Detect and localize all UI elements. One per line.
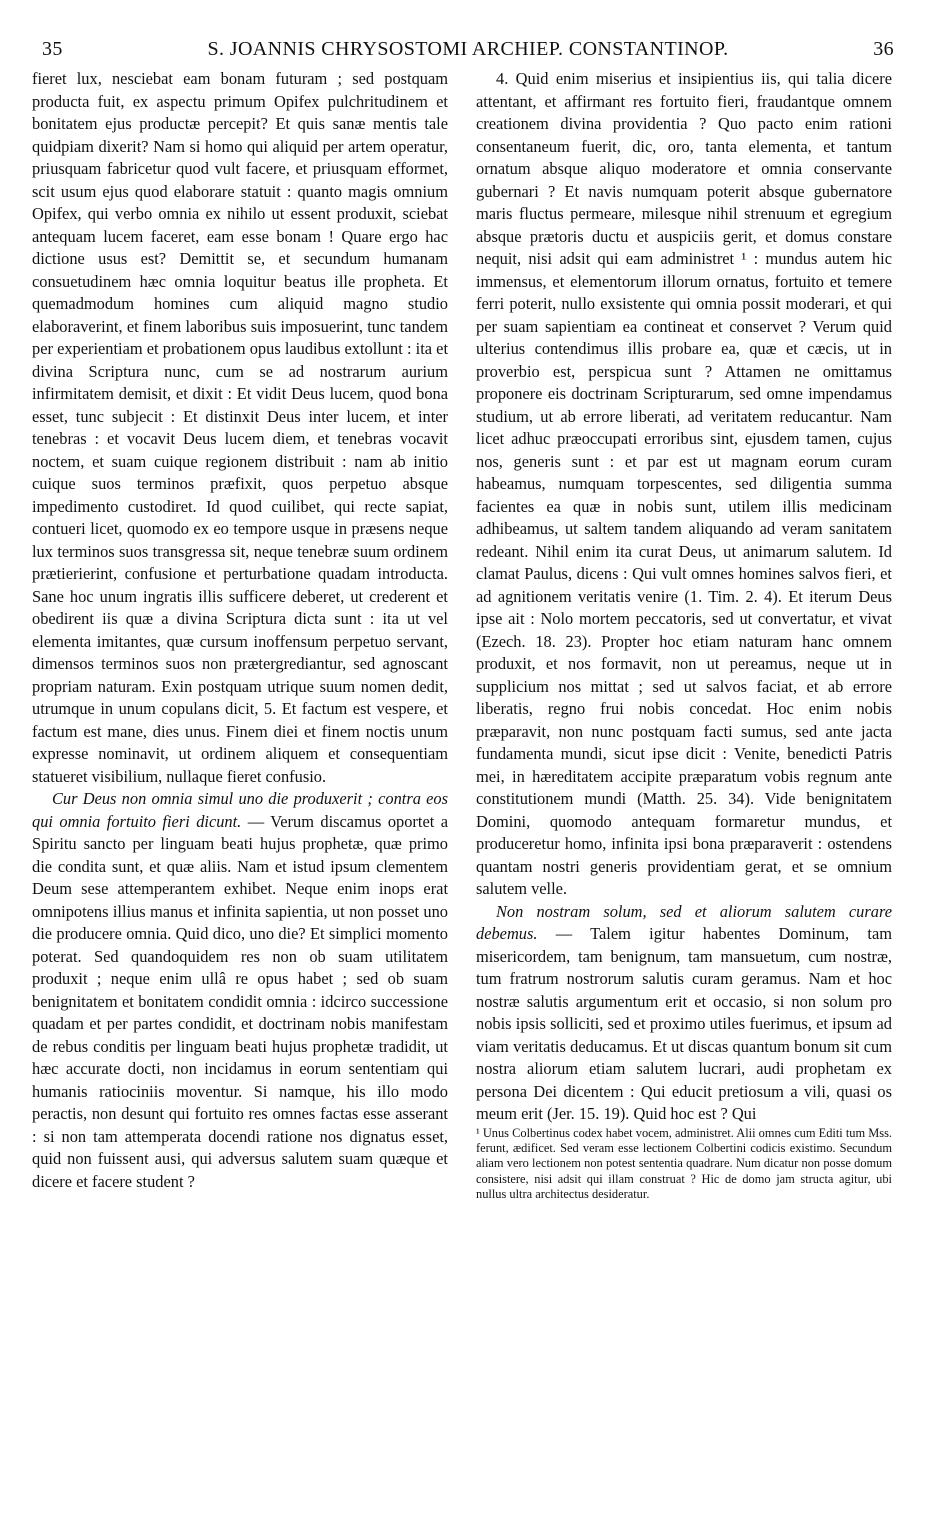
- left-section-heading: Cur Deus non omnia simul uno die produxerit ; contra eos qui omnia fortuito fieri dicunt.: [32, 789, 448, 831]
- left-column: [32, 68, 448, 1193]
- page-number-right: 36: [873, 38, 894, 60]
- right-section-heading: Non nostram solum, sed et aliorum salutem curare debemus.: [476, 901, 892, 943]
- running-title: S. JOANNIS CHRYSOSTOMI ARCHIEP. CONSTANTINOP.: [207, 38, 729, 60]
- footnote: ¹ Unus Colbertinus codex habet vocem, administret. Alii omnes cum Editi tum Mss. ferunt, ædificet. Sed veram esse lectionem Colbertini codicis existimo. Secundum aliam vero lectionem non potest sententia quadrare. Num dicatur non posse domum consistere, nisi adsit qui illam construat ? Hic de domo jam structa agitur, ubi nullus ultra architectus desideratur.: [476, 1125, 892, 1202]
- page-header: [42, 38, 894, 62]
- right-column: [476, 68, 892, 1203]
- left-paragraph-1: fieret lux, nesciebat eam bonam futuram ; sed postquam producta fuit, ex aspectu primum Opifex pulchritudinem et bonitatem ejus productæ percepit? Et quis sanæ mentis tale quidpiam dixerit? Nam si homo qui aliquid per artem operatur, priusquam fabricetur quod vult facere, et priusquam efformet, scit usum ejus quod elaborare statuit : quanto magis omnium Opifex, qui verbo omnia ex nihilo ut essent produxit, sciebat antequam lucem faceret, eam esse bonam ! Quare ergo hac dictione usus est? Demittit se, et secundum humanam consuetudinem hæc omnia loquitur beatus ille propheta. Et quemadmodum homines cum aliquid magno studio elaboraverint, et finem laboribus suis imposuerint, tunc tandem per experientiam et probationem opus laudibus extollunt : ita et divina Scriptura nunc, cum se ad nostrarum aurium infirmitatem demisit, et dixit : Et vidit Deus lucem, quod bona esset, tunc subjecit : Et distinxit Deus inter lucem, et inter tenebras : et vocavit Deus lucem diem, et tenebras vocavit noctem, et suam cuique regionem distribuit : nam ab initio cuique suos terminos præfixit, quos perpetuo absque impedimento custodiret. Id quod cuilibet, qui recte sapiat, contueri licet, quomodo ex eo tempore usque in præsens neque lux terminos suos transgressa sit, neque tenebræ suum ordinem prætierierint, confusione et perturbatione quadam introducta. Sane hoc unum ingratis illis sufficere deberet, ut crederent et obedirent iis quæ a divina Scriptura dicta sunt : ita ut vel elementa imitantes, quæ cursum inoffensum perpetuo servant, dimensos terminos suos non prætergrediantur, sed agnoscant propriam naturam. Exin postquam utrique suum nomen dedit, utrumque in unum copulans dicit, 5. Et factum est vespere, et factum est mane, dies unus. Finem diei et finem noctis unum expresse nominavit, ut ordinem aliquem et consequentiam statueret visibilium, nullaque fieret confusio.: [32, 69, 448, 786]
- left-paragraph-2: — Verum discamus oportet a Spiritu sancto per linguam beati hujus prophetæ, quæ primo die condita sunt, et quæ aliis. Nam et istud ipsum clementem Deum sese attemperantem exhibet. Neque enim inops erat omnipotens illius manus et infinita sapientia, ut non posset uno die producere omnia. Quid dico, uno die? Et simplici momento poterat. Sed quandoquidem res non ob suam utilitatem produxit ; neque enim ullâ re opus habet ; sed ob suam benignitatem et bonitatem condidit omnia : idcirco successione quadam et per partes condidit, et doctrinam nobis manifestam de rebus conditis per linguam beati hujus prophetæ tradidit, ut hæc accurate docti, non incidamus in eorum sententiam qui humanis ratiociniis moventur. Si namque, his illo modo peractis, non desunt qui fortuito res omnes factas esse asserant : si non tam attemperata docendi ratione nos dignatus esset, quid non fuissent ausi, qui adversus salutem suam quæque et dicere et facere student ?: [32, 811, 448, 1191]
- right-section: [476, 901, 892, 1126]
- left-section: [32, 788, 448, 1193]
- right-paragraph-1: 4. Quid enim miserius et insipientius iis, qui talia dicere attentant, et affirmant res fortuito fieri, fraudantque omnem creationem divina providentia ? Quo pacto enim rationi consentaneum fuerit, dic, oro, tanta elementa, et tantum ornatum absque aliquo moderatore et omnia conservante gubernari ? Et navis numquam poterit absque gubernatore maris fluctus permeare, milesque nihil strenuum et egregium absque prætoris ductu et auspiciis gerit, et domus constare nequit, nisi adsit qui eam administret ¹ : mundus autem hic immensus, et elementorum illorum ornatus, fortuito et temere ferri poterit, nullo exsistente qui omnia possit moderari, et qui per suam sapientiam ea contineat et conservet ? Verum quid ulterius contendimus illis probare ea, quæ et cæcis, ut in proverbio est, perspicua sunt ? Attamen ne omittamus proponere eis doctrinam Scripturarum, sed omne impendamus studium, ut ab errore liberati, ad veritatem reducantur. Nam licet adhuc præoccupati erroribus sint, ejusdem tamen, cujus nos, generis sunt : et par est ut magnam eorum curam habeamus, numquam torpescentes, sed diligentia summa facientes ea quæ in nobis sunt, utilem illis medicinam adhibeamus, ut saltem tandem aliquando ad veram sanitatem redeant. Nihil enim ita curat Deus, ut animarum salutem. Id clamat Paulus, dicens : Qui vult omnes homines salvos fieri, et ad agnitionem veritatis venire (1. Tim. 2. 4). Et iterum Deus ipse ait : Nolo mortem peccatoris, sed ut convertatur, et vivat (Ezech. 18. 23). Propter hoc etiam naturam hanc omnem produxit, et nos formavit, non ut pereamus, neque ut in supplicium nos mittat ; sed ut salvos faciat, et ab errore liberatis, regno frui nobis concedat. Hoc enim nobis præparavit, non nunc postquam facti sumus, sed ante jacta fundamenta mundi, sicut ipse dicit : Venite, benedicti Patris mei, in hæreditatem accipite præparatum vobis regnum ante constitutionem mundi (Matth. 25. 34). Vide benignitatem Domini, quomodo antequam formaretur mundus, et produceretur homo, infinita ipsi bona præparaverit : ostendens quantam nostri generis providentiam gerat, et se omnium salutem velle.: [476, 69, 892, 898]
- right-paragraph-2: — Talem igitur habentes Dominum, tam misericordem, tam benignum, tam mansuetum, cum nostræ, tum fratrum nostrorum salutis curam geramus. Nam et hoc nostræ salutis argumentum erit et occasio, si non solum pro nobis ipsis solliciti, sed et proximo utiles fuerimus, et ipsum ad viam veritatis deducamus. Et ut discas quantum bonum sit cum nostra aliorum etiam salutem lucrari, audi prophetam ex persona Dei dicentem : Qui educit pretiosum a vili, quasi os meum erit (Jer. 15. 19). Quid hoc est ? Qui: [476, 924, 892, 1123]
- page-number-left: 35: [42, 38, 63, 60]
